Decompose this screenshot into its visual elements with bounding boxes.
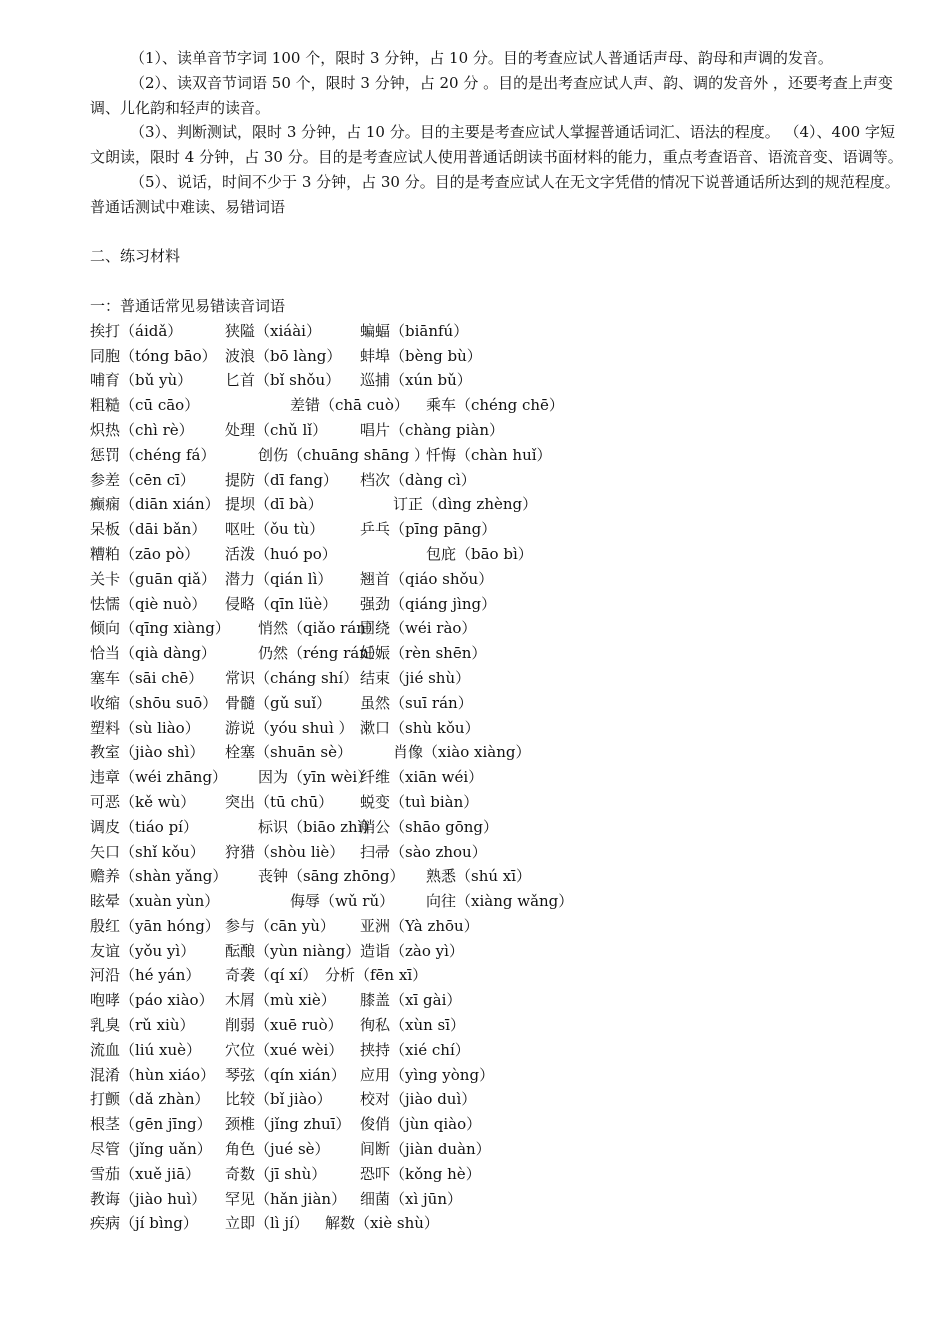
word-row xyxy=(90,368,908,393)
word-item: 艄公（shāo gōng） xyxy=(360,817,498,836)
word-row xyxy=(90,1187,908,1212)
word-item: 侮辱（wǔ rǔ） xyxy=(290,892,395,911)
word-item: 漱口（shù kǒu） xyxy=(360,718,480,737)
word-row xyxy=(90,319,908,344)
word-row xyxy=(90,542,908,567)
word-item: 巡捕（xún bǔ） xyxy=(360,371,472,390)
word-item: 同胞（tóng bāo） xyxy=(90,346,217,365)
word-item: 造诣（zào yì） xyxy=(360,941,464,960)
paragraph-1: （1）、读单音节字词 100 个，限时 3 分钟，占 10 分。目的考查应试人普通话声母、韵母和声调的发音。 xyxy=(130,49,833,67)
word-row xyxy=(90,641,908,666)
word-item: 奇数（jī shù） xyxy=(225,1164,327,1183)
word-item: 分析（fēn xī） xyxy=(325,966,428,985)
word-item: 挨打（áidǎ） xyxy=(90,321,183,340)
word-item: 忏悔（chàn huǐ） xyxy=(426,445,552,464)
heading-line: 普通话测试中难读、易错词语 xyxy=(90,197,286,216)
word-item: 徇私（xùn sī） xyxy=(360,1016,466,1035)
word-item: 收缩（shōu suō） xyxy=(90,693,218,712)
word-row xyxy=(90,1013,908,1038)
word-item: 关卡（guān qiǎ） xyxy=(90,569,216,588)
word-row xyxy=(90,517,908,542)
word-item: 雪茄（xuě jiā） xyxy=(90,1164,201,1183)
word-item: 狩猎（shòu liè） xyxy=(225,842,345,861)
word-item: 尽管（jǐng uǎn） xyxy=(90,1140,212,1159)
word-item: 友谊（yǒu yì） xyxy=(90,941,196,960)
word-item: 哺育（bǔ yù） xyxy=(90,371,193,390)
word-row xyxy=(90,840,908,865)
word-item: 炽热（chì rè） xyxy=(90,420,194,439)
paragraph-5: （5）、说话，时间不少于 3 分钟，占 30 分。目的是考查应试人在无文字凭借的情况下说普通话所达到的规范程度。 xyxy=(130,172,900,191)
word-row xyxy=(90,393,908,418)
word-item: 穴位（xué wèi） xyxy=(225,1040,344,1059)
word-row xyxy=(90,691,908,716)
word-item: 根茎（gēn jīng） xyxy=(90,1115,212,1134)
word-item: 咆哮（páo xiào） xyxy=(90,991,214,1010)
word-item: 应用（yìng yòng） xyxy=(360,1065,495,1084)
word-item: 眩晕（xuàn yùn） xyxy=(90,892,220,911)
word-item: 蝙蝠（biānfú） xyxy=(360,321,469,340)
word-item: 栓塞（shuān sè） xyxy=(225,743,352,762)
word-item: 酝酿（yùn niàng） xyxy=(225,941,361,960)
list-title: 一：普通话常见易错读音词语 xyxy=(90,296,286,315)
word-list xyxy=(90,319,908,1236)
word-item: 河沿（hé yán） xyxy=(90,966,201,985)
word-item: 细菌（xì jūn） xyxy=(360,1189,462,1208)
word-item: 唱片（chàng piàn） xyxy=(360,420,505,439)
word-item: 参差（cēn cī） xyxy=(90,470,195,489)
word-item: 向往（xiàng wǎng） xyxy=(426,892,574,911)
word-row xyxy=(90,1112,908,1137)
word-item: 妊娠（rèn shēn） xyxy=(360,644,487,663)
word-item: 惩罚（chéng fá） xyxy=(90,445,216,464)
word-row xyxy=(90,492,908,517)
word-item: 琴弦（qín xián） xyxy=(225,1065,346,1084)
word-item: 癫痫（diān xián） xyxy=(90,495,220,514)
word-item: 波浪（bō làng） xyxy=(225,346,342,365)
word-item: 结束（jié shù） xyxy=(360,668,471,687)
word-item: 乒乓（pīng pāng） xyxy=(360,520,497,539)
word-item: 匕首（bǐ shǒu） xyxy=(225,371,341,390)
word-item: 强劲（qiáng jìng） xyxy=(360,594,497,613)
word-item: 仍然（réng rán） xyxy=(258,644,384,663)
word-item: 比较（bǐ jiào） xyxy=(225,1090,332,1109)
word-item: 骨髓（gǔ suǐ） xyxy=(225,693,332,712)
word-item: 呕吐（ǒu tù） xyxy=(225,520,325,539)
word-item: 罕见（hǎn jiàn） xyxy=(225,1189,347,1208)
word-item: 混淆（hùn xiáo） xyxy=(90,1065,215,1084)
word-item: 悄然（qiǎo rán） xyxy=(258,619,381,638)
word-row xyxy=(90,1137,908,1162)
word-item: 围绕（wéi rào） xyxy=(360,619,477,638)
word-item: 立即（lì jí） xyxy=(225,1214,309,1233)
word-item: 俊俏（jùn qiào） xyxy=(360,1115,482,1134)
word-row xyxy=(90,1211,908,1236)
word-item: 恐吓（kǒng hè） xyxy=(360,1164,481,1183)
word-item: 教室（jiào shì） xyxy=(90,743,205,762)
word-row xyxy=(90,666,908,691)
word-item: 削弱（xuē ruò） xyxy=(225,1016,343,1035)
word-item: 提防（dī fang） xyxy=(225,470,338,489)
word-item: 蚌埠（bèng bù） xyxy=(360,346,482,365)
word-item: 疾病（jí bìng） xyxy=(90,1214,198,1233)
word-item: 赡养（shàn yǎng） xyxy=(90,867,228,886)
word-item: 狭隘（xiáài） xyxy=(225,321,321,340)
word-row xyxy=(90,344,908,369)
word-item: 创伤（chuāng shāng ） xyxy=(258,445,430,464)
word-item: 丧钟（sāng zhōng） xyxy=(258,867,405,886)
word-item: 扫帚（sào zhou） xyxy=(360,842,487,861)
word-item: 突出（tū chū） xyxy=(225,792,334,811)
word-row xyxy=(90,988,908,1013)
word-row xyxy=(90,1063,908,1088)
spacer xyxy=(90,220,908,245)
word-item: 订正（dìng zhèng） xyxy=(393,495,538,514)
word-item: 塞车（sāi chē） xyxy=(90,668,204,687)
word-item: 违章（wéi zhāng） xyxy=(90,768,228,787)
word-item: 亚洲（Yà zhōu） xyxy=(360,916,479,935)
word-item: 活泼（huó po） xyxy=(225,544,337,563)
word-item: 打颤（dǎ zhàn） xyxy=(90,1090,210,1109)
word-item: 熟悉（shú xī） xyxy=(426,867,532,886)
word-row xyxy=(90,567,908,592)
word-item: 膝盖（xī gài） xyxy=(360,991,462,1010)
word-item: 乘车（chéng chē） xyxy=(426,396,564,415)
section-title: 二、练习材料 xyxy=(90,247,181,266)
word-item: 怯懦（qiè nuò） xyxy=(90,594,207,613)
word-item: 提坝（dī bà） xyxy=(225,495,323,514)
word-item: 虽然（suī rán） xyxy=(360,693,473,712)
word-item: 乳臭（rǔ xiù） xyxy=(90,1016,195,1035)
word-row xyxy=(90,716,908,741)
word-item: 倾向（qīng xiàng） xyxy=(90,619,230,638)
word-item: 糟粕（zāo pò） xyxy=(90,544,200,563)
word-row xyxy=(90,963,908,988)
word-item: 教诲（jiào huì） xyxy=(90,1189,207,1208)
word-item: 游说（yóu shuì ） xyxy=(225,718,354,737)
word-row xyxy=(90,418,908,443)
word-item: 侵略（qīn lüè） xyxy=(225,594,338,613)
word-row xyxy=(90,765,908,790)
paragraph-3: （3）、判断测试，限时 3 分钟，占 10 分。目的主要是考查应试人掌握普通话词汇、语法的程度。 （4）、400 字短文朗读，限时 4 分钟，占 30 分。目的是考查应试人使用普通话朗读书面材料的能力，重点考查语音、语流音变、语调等。 xyxy=(90,123,903,167)
word-item: 塑料（sù liào） xyxy=(90,718,200,737)
word-row xyxy=(90,443,908,468)
word-item: 间断（jiàn duàn） xyxy=(360,1140,491,1159)
word-row xyxy=(90,815,908,840)
word-item: 粗糙（cū cāo） xyxy=(90,396,200,415)
word-item: 蜕变（tuì biàn） xyxy=(360,792,479,811)
word-row xyxy=(90,740,908,765)
word-item: 包庇（bāo bì） xyxy=(426,544,533,563)
word-item: 殷红（yān hóng） xyxy=(90,916,220,935)
word-item: 木屑（mù xiè） xyxy=(225,991,336,1010)
word-item: 校对（jiào duì） xyxy=(360,1090,477,1109)
word-row xyxy=(90,1038,908,1063)
word-item: 因为（yīn wèi） xyxy=(258,768,373,787)
word-item: 调皮（tiáo pí） xyxy=(90,817,198,836)
word-item: 标识（biāo zhì） xyxy=(258,817,378,836)
word-row xyxy=(90,889,908,914)
word-item: 档次（dàng cì） xyxy=(360,470,476,489)
word-item: 潜力（qián lì） xyxy=(225,569,333,588)
word-item: 奇袭（qí xí） xyxy=(225,966,318,985)
word-item: 参与（cān yù） xyxy=(225,916,335,935)
word-row xyxy=(90,468,908,493)
word-item: 解数（xiè shù） xyxy=(325,1214,439,1233)
word-item: 翘首（qiáo shǒu） xyxy=(360,569,494,588)
word-item: 常识（cháng shí） xyxy=(225,668,359,687)
document-page xyxy=(90,46,908,1236)
word-item: 挟持（xié chí） xyxy=(360,1040,470,1059)
paragraph-2: （2）、读双音节词语 50 个，限时 3 分钟，占 20 分 。目的是出考查应试人声、韵、调的发音外 ，还要考查上声变调、儿化韵和轻声的读音。 xyxy=(90,73,893,117)
word-item: 恰当（qià dàng） xyxy=(90,644,216,663)
word-item: 矢口（shǐ kǒu） xyxy=(90,842,205,861)
word-item: 呆板（dāi bǎn） xyxy=(90,520,207,539)
word-item: 颈椎（jǐng zhuī） xyxy=(225,1115,351,1134)
word-item: 处理（chǔ lǐ） xyxy=(225,420,328,439)
word-row xyxy=(90,1162,908,1187)
word-item: 肖像（xiào xiàng） xyxy=(393,743,531,762)
word-item: 角色（jué sè） xyxy=(225,1140,330,1159)
word-row xyxy=(90,914,908,939)
word-item: 可恶（kě wù） xyxy=(90,792,196,811)
word-item: 纤维（xiān wéi） xyxy=(360,768,484,787)
word-item: 流血（liú xuè） xyxy=(90,1040,202,1059)
word-row xyxy=(90,790,908,815)
word-row xyxy=(90,1087,908,1112)
word-row xyxy=(90,939,908,964)
word-item: 差错（chā cuò） xyxy=(290,396,409,415)
word-row xyxy=(90,616,908,641)
word-row xyxy=(90,592,908,617)
spacer xyxy=(90,269,908,294)
word-row xyxy=(90,864,908,889)
